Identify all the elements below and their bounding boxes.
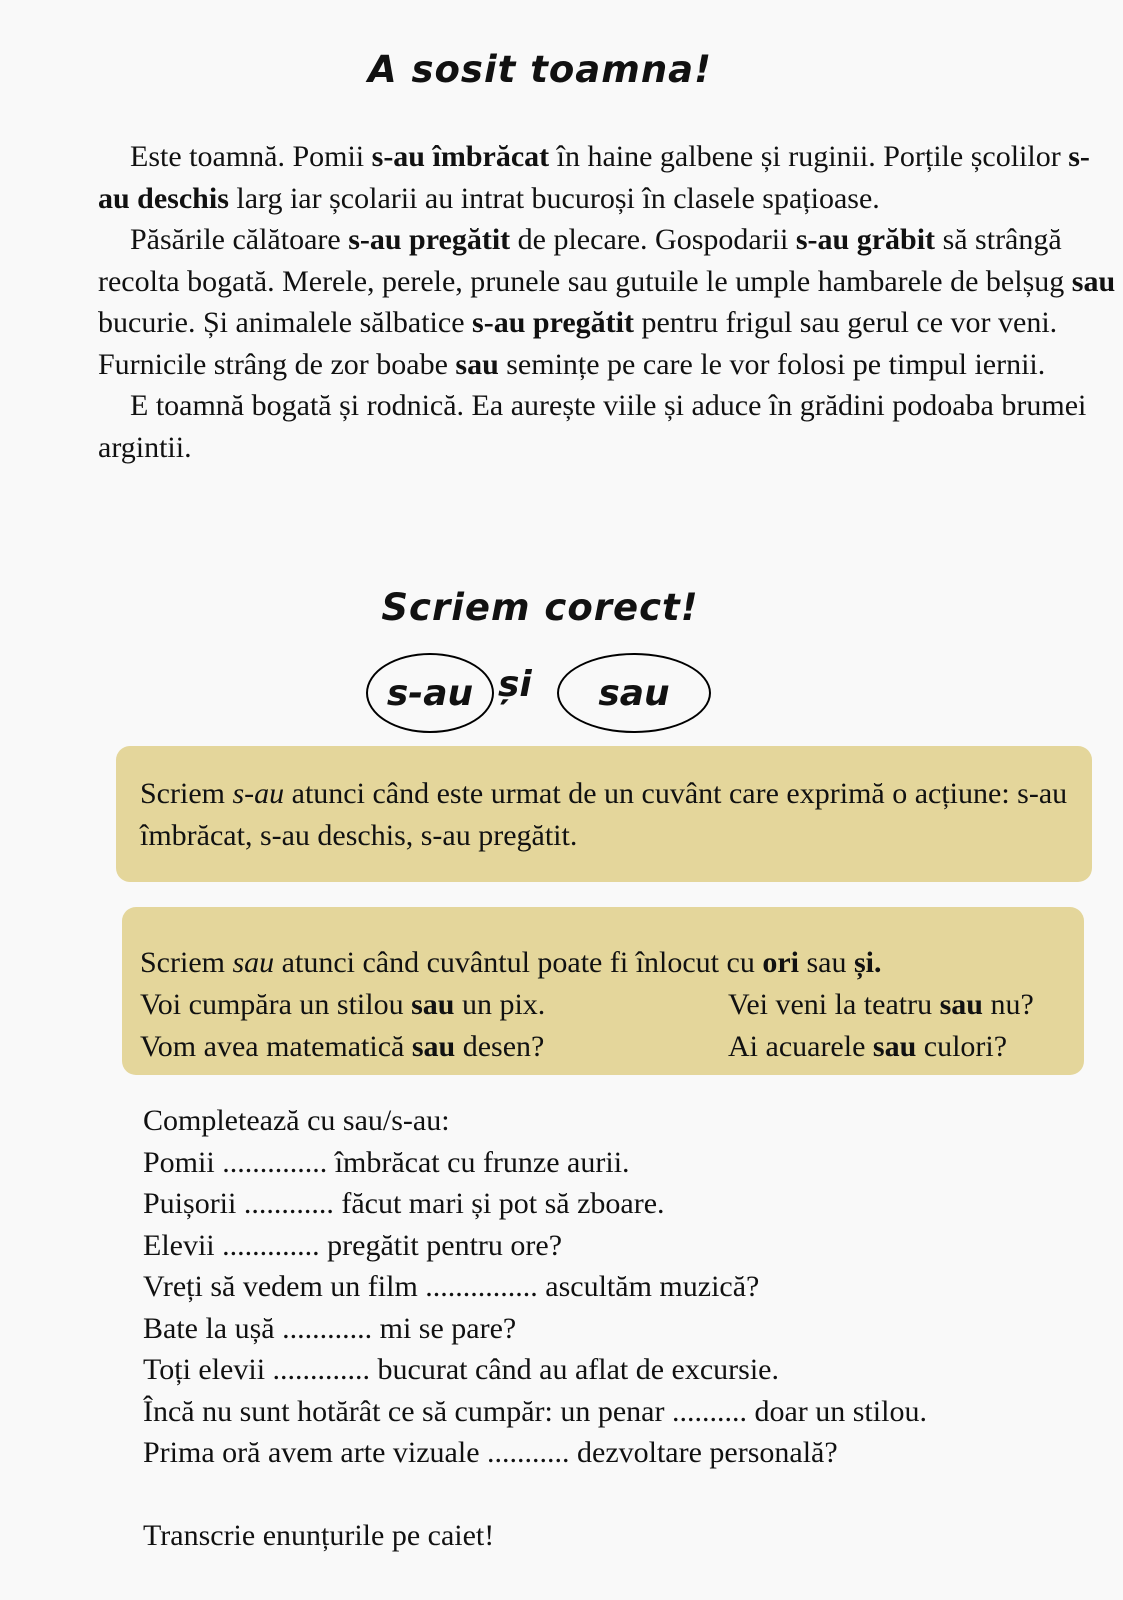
rule-box-s-au: Scriem s-au atunci când este urmat de un cuvânt care exprimă o acțiune: s-au îmbrăcat, s-au deschis, s-au pregătit.: [116, 746, 1092, 882]
rule-sau-text: Scriem sau atunci când cuvântul poate fi înlocut cu ori sau și.: [140, 946, 882, 979]
example-3: Vom avea matematică sau desen?: [140, 1030, 545, 1063]
section-subtitle: Scriem corect!: [381, 586, 699, 629]
example-2: Vei veni la teatru sau nu?: [728, 988, 1034, 1021]
oval-s-au: s-au: [366, 653, 494, 733]
oval-sau: sau: [557, 653, 711, 733]
exercise-line: Prima oră avem arte vizuale ........... dezvoltare personală?: [143, 1436, 838, 1469]
exercise-line: Puișorii ............ făcut mari și pot să zboare.: [143, 1187, 665, 1220]
example-1: Voi cumpăra un stilou sau un pix.: [140, 988, 546, 1021]
examples-row-1: [140, 984, 1066, 1026]
footer-instruction: Transcrie enunțurile pe caiet!: [143, 1519, 495, 1552]
exercise-line: Elevii ............. pregătit pentru ore?: [143, 1228, 563, 1262]
story-paragraph-1: Este toamnă. Pomii s-au îmbrăcat în haine galbene și ruginii. Porțile școlilor s-au deschis larg iar școlarii au intrat bucuroși în clasele spațioase.: [98, 140, 1090, 215]
exercise-line: Bate la ușă ............ mi se pare?: [143, 1311, 517, 1345]
story-paragraph-3: E toamnă bogată și rodnică. Ea aurește viile și aduce în grădini podoaba brumei argintii.: [98, 389, 1087, 464]
story-text: [98, 136, 1118, 468]
exercise-section: [143, 1100, 1103, 1474]
oval-connector: și: [498, 664, 532, 705]
story-paragraph-2: Păsările călătoare s-au pregătit de plecare. Gospodarii s-au grăbit să strângă recolta bogată. Merele, perele, prunele sau gutuile le umple hambarele de belșug sau bucurie. Și animalele sălbatice s-au pregătit pentru frigul sau gerul ce vor veni. Furnicile strâng de zor boabe sau semințe pe care le vor folosi pe timpul iernii.: [98, 223, 1116, 381]
exercise-line: Toți elevii ............. bucurat când au aflat de excursie.: [143, 1353, 779, 1386]
rule-box-sau: [122, 907, 1084, 1075]
exercise-line: Pomii .............. îmbrăcat cu frunze aurii.: [143, 1145, 630, 1179]
exercise-instruction: Completează cu sau/s-au:: [143, 1104, 450, 1137]
exercise-line: Vreți să vedem un film ............... ascultăm muzică?: [143, 1270, 760, 1303]
examples-row-2: [140, 1026, 1066, 1068]
page-title: A sosit toamna!: [367, 48, 713, 91]
exercise-line: Încă nu sunt hotărât ce să cumpăr: un penar .......... doar un stilou.: [143, 1394, 927, 1428]
example-4: Ai acuarele sau culori?: [728, 1030, 1008, 1063]
